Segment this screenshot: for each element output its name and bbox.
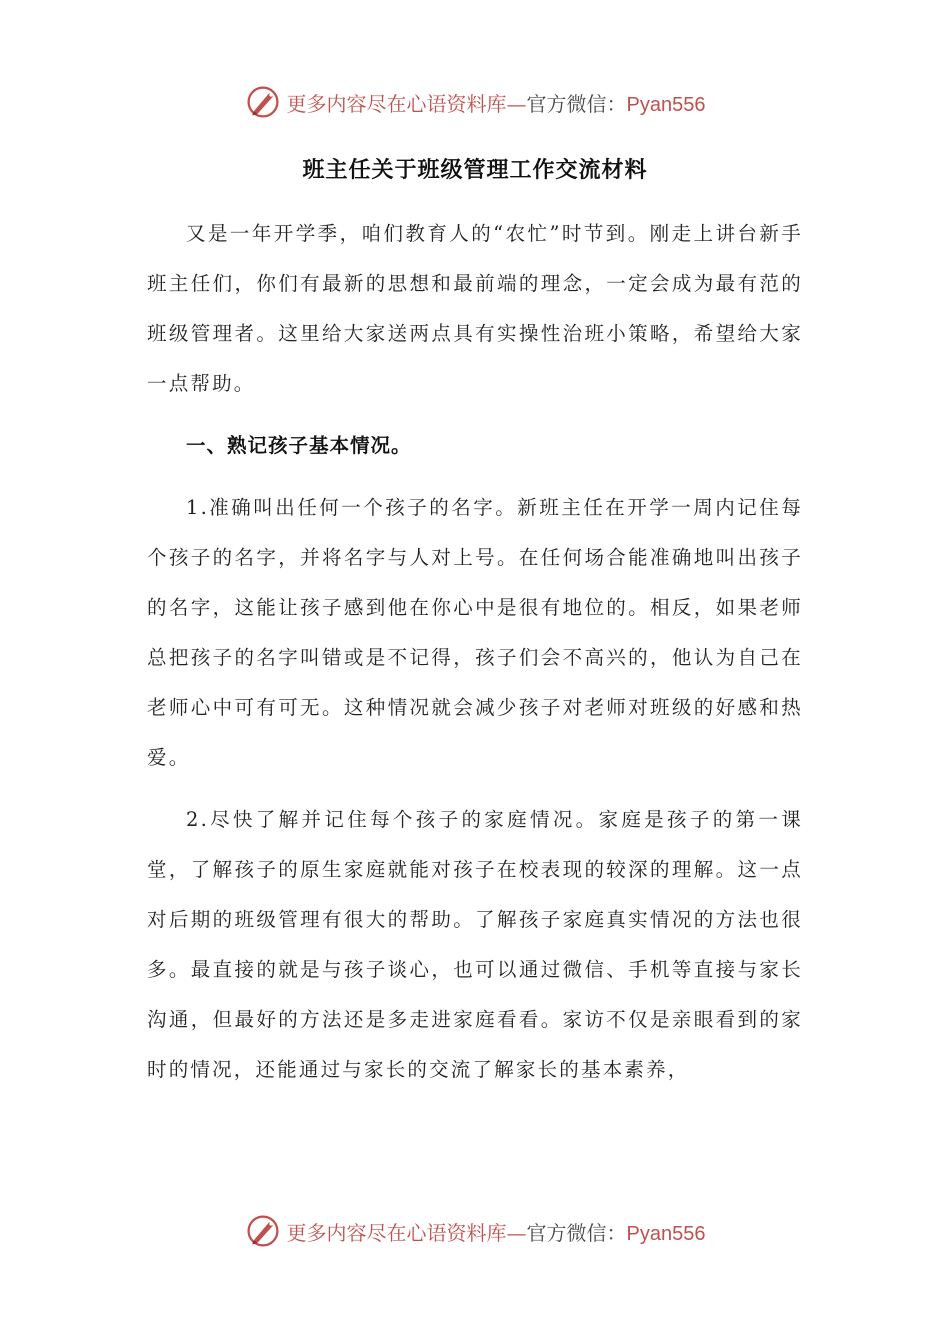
document-body [147, 209, 803, 1107]
banner-wechat-id: Pyan556 [626, 1222, 706, 1245]
header-banner [0, 80, 950, 124]
footer-banner-text [287, 1217, 706, 1246]
banner-dash: — [506, 91, 527, 116]
item-paragraph-2: 2.尽快了解并记住每个孩子的家庭情况。家庭是孩子的第一课堂，了解孩子的原生家庭就能对孩子在校表现的较深的理解。这一点对后期的班级管理有很大的帮助。了解孩子家庭真实情况的方法也很多。最直接的就是与孩子谈心，也可以通过微信、手机等直接与家长沟通，但最好的方法还是多走进家庭看看。家访不仅是亲眼看到的家时的情况，还能通过与家长的交流了解家长的基本素养， [147, 808, 803, 1081]
banner-dash: — [506, 1220, 527, 1245]
header-banner-content [245, 84, 706, 120]
section-heading: 一、熟记孩子基本情况。 [186, 434, 412, 457]
document-title: 班主任关于班级管理工作交流材料 [302, 157, 648, 183]
header-banner-text [287, 88, 706, 117]
pen-logo-icon [245, 1213, 281, 1249]
banner-wechat-label: 官方微信： [526, 1220, 627, 1245]
item-paragraph-1: 1.准确叫出任何一个孩子的名字。新班主任在开学一周内记住每个孩子的名字，并将名字与人对上号。在任何场合能准确地叫出孩子的名字，这能让孩子感到他在你心中是很有地位的。相反，如果老师总把孩子的名字叫错或是不记得，孩子们会不高兴的，他认为自己在老师心中可有可无。这种情况就会减少孩子对老师对班级的好感和热爱。 [147, 496, 803, 769]
pen-logo-icon [245, 84, 281, 120]
banner-main-text: 更多内容尽在心语资料库 [286, 91, 507, 116]
banner-main-text: 更多内容尽在心语资料库 [286, 1220, 507, 1245]
banner-wechat-id: Pyan556 [626, 93, 706, 116]
banner-wechat-label: 官方微信： [526, 91, 627, 116]
intro-paragraph: 又是一年开学季，咱们教育人的“农忙”时节到。刚走上讲台新手班主任们，你们有最新的思想和最前端的理念，一定会成为最有范的班级管理者。这里给大家送两点具有实操性治班小策略，希望给大家一点帮助。 [147, 222, 803, 395]
footer-banner-content [245, 1213, 706, 1249]
footer-banner [0, 1209, 950, 1253]
